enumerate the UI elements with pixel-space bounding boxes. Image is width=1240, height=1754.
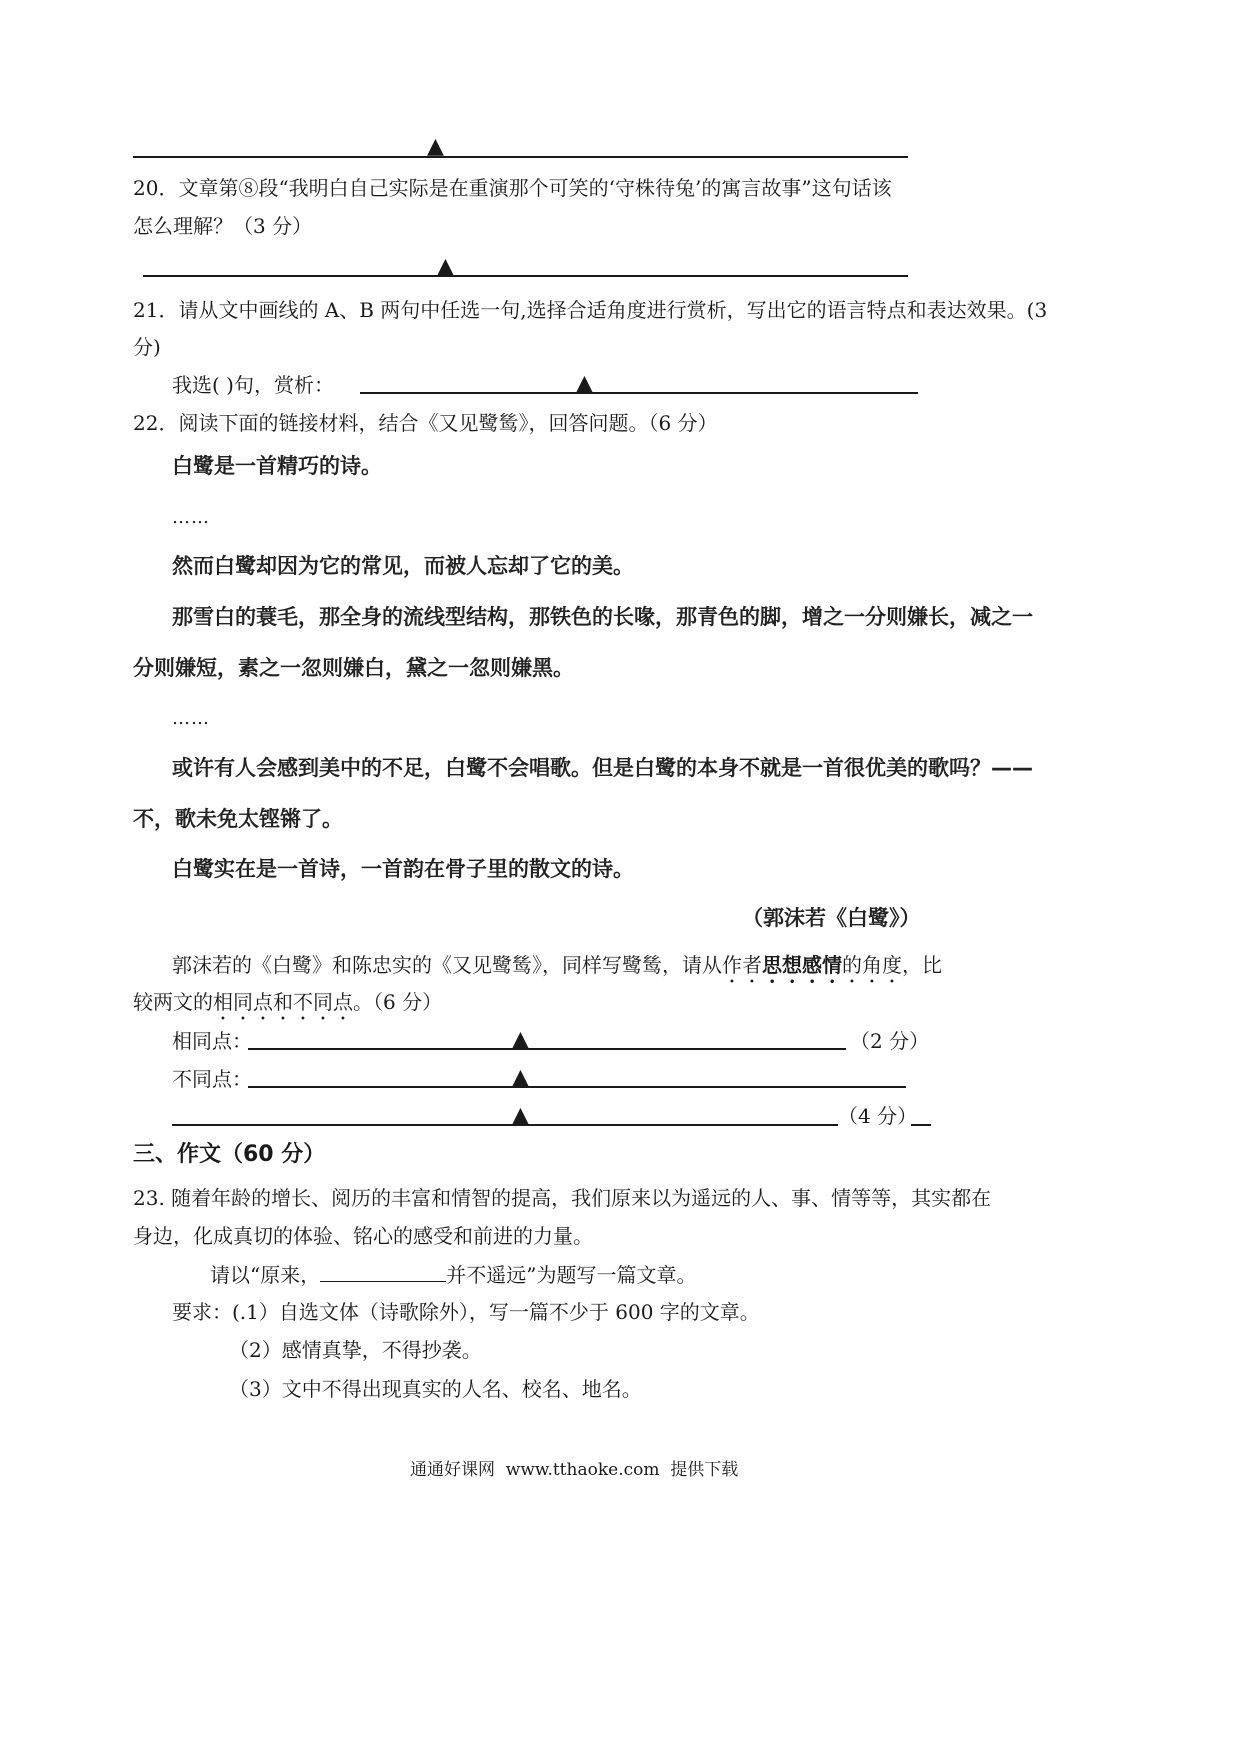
q23-prompt-pre: 请以“原来， xyxy=(210,1263,321,1287)
answer-marker-21: ▲ xyxy=(576,371,593,396)
q22-question-part2: ，比 xyxy=(902,953,942,977)
q22-question-line2-post: 。（6 分） xyxy=(353,990,443,1014)
q22-question-part1: 郭沫若的《白鹭》和陈忠实的《又见鹭鸶》，同样写鹭鸶，请从 xyxy=(172,953,722,977)
requirement-1: 要求：(.1）自选文体（诗歌除外），写一篇不少于 600 字的文章。 xyxy=(172,1300,760,1324)
diff-label: 不同点： xyxy=(172,1067,252,1091)
same-label: 相同点： xyxy=(172,1029,252,1053)
q22-question-dotted-angle: 的角度 xyxy=(842,953,902,977)
passage-p3-line1: 那雪白的蓑毛，那全身的流线型结构，那铁色的长喙，那青色的脚，增之一分则嫌长，减之一 xyxy=(172,605,1033,629)
q22-question-line2 xyxy=(133,987,442,1025)
q22-question-bold: 思想感情 xyxy=(762,953,842,977)
answer-line-19[interactable] xyxy=(133,156,908,158)
diff-score: （4 分） xyxy=(838,1104,918,1128)
passage-p4-line2: 不，歌未免太铿锵了。 xyxy=(133,807,343,831)
q23-line2: 身边，化成真切的体验、铭心的感受和前进的力量。 xyxy=(133,1224,593,1248)
q22-question-dotted-points: 相同点和不同点 xyxy=(213,990,353,1014)
q21-answer-prefix: 我选( )句，赏析： xyxy=(172,373,334,397)
q21-line2: 分) xyxy=(133,335,161,359)
q21-line1: 21．请从文中画线的 A、B 两句中任选一句,选择合适角度进行赏析，写出它的语言特点和表达效果。(3 xyxy=(133,298,1048,322)
answer-marker-20: ▲ xyxy=(437,254,454,279)
passage-p5: 白鹭实在是一首诗，一首韵在骨子里的散文的诗。 xyxy=(172,857,634,881)
passage-ellipsis-2: …… xyxy=(172,708,210,729)
answer-marker-diff-2: ▲ xyxy=(512,1103,529,1128)
answer-line-diff-2[interactable] xyxy=(172,1124,838,1126)
passage-p1: 白鹭是一首精巧的诗。 xyxy=(172,454,382,478)
answer-marker-19: ▲ xyxy=(427,134,444,159)
passage-p3-line2: 分则嫌短，素之一忽则嫌白，黛之一忽则嫌黑。 xyxy=(133,656,574,680)
passage-ellipsis-1: …… xyxy=(172,507,210,528)
answer-line-20[interactable] xyxy=(143,275,908,277)
passage-source: （郭沫若《白鹭》） xyxy=(742,906,921,930)
q22-question-dotted-author: 作者 xyxy=(722,953,762,977)
answer-line-diff-1[interactable] xyxy=(248,1086,906,1088)
q22-intro: 22．阅读下面的链接材料，结合《又见鹭鸶》，回答问题。（6 分） xyxy=(133,411,718,435)
passage-p4-line1: 或许有人会感到美中的不足，白鹭不会唱歌。但是白鹭的本身不就是一首很优美的歌吗？—— xyxy=(172,756,1033,780)
q22-question-line1 xyxy=(172,950,942,988)
q20-line1: 20．文章第⑧段“我明白自己实际是在重演那个可笑的‘守株待兔’的寓言故事”这句话该 xyxy=(133,176,892,200)
q23-prompt-post: 并不遥远”为题写一篇文章。 xyxy=(446,1263,697,1287)
passage-p2: 然而白鹭却因为它的常见，而被人忘却了它的美。 xyxy=(172,554,634,578)
q20-line2: 怎么理解？（3 分） xyxy=(133,214,313,238)
answer-line-same[interactable] xyxy=(248,1048,846,1050)
page-footer: 通通好课网 www.tthaoke.com 提供下载 xyxy=(410,1460,739,1480)
q23-line1: 23. 随着年龄的增长、阅历的丰富和情智的提高，我们原来以为遥远的人、事、情等等，其实都在 xyxy=(133,1186,992,1210)
section3-heading: 三、作文（60 分） xyxy=(133,1142,326,1167)
title-blank[interactable] xyxy=(320,1261,446,1282)
answer-line-21[interactable] xyxy=(360,392,918,394)
requirement-3: （3）文中不得出现真实的人名、校名、地名。 xyxy=(229,1377,642,1401)
q22-question-line2-pre: 较两文的 xyxy=(133,990,213,1014)
trailing-underline xyxy=(911,1124,931,1126)
requirement-2: （2）感情真挚，不得抄袭。 xyxy=(229,1338,482,1362)
answer-marker-same: ▲ xyxy=(512,1027,529,1052)
q23-prompt xyxy=(210,1260,696,1290)
same-score: （2 分） xyxy=(850,1029,930,1053)
answer-marker-diff-1: ▲ xyxy=(512,1065,529,1090)
